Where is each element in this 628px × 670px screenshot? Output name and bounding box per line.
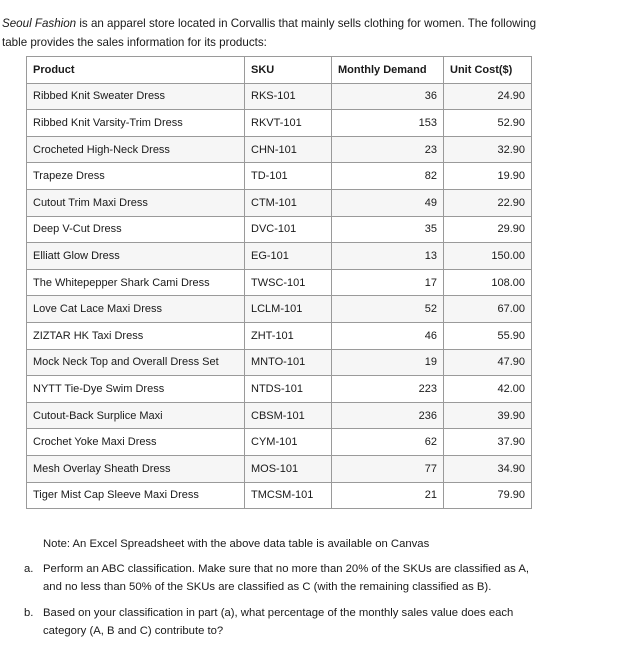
- table-header-row: [27, 57, 532, 84]
- cell-sku: NTDS-101: [245, 376, 332, 403]
- note-text: Note: An Excel Spreadsheet with the above data table is available on Canvas: [43, 538, 430, 550]
- table-row: [27, 83, 532, 110]
- cell-unit-cost: 32.90: [444, 136, 532, 163]
- cell-product: Elliatt Glow Dress: [27, 243, 245, 270]
- table-row: [27, 296, 532, 323]
- cell-monthly-demand: 46: [332, 322, 444, 349]
- cell-monthly-demand: 223: [332, 376, 444, 403]
- table-row: [27, 322, 532, 349]
- cell-unit-cost: 42.00: [444, 376, 532, 403]
- question-a: [24, 560, 614, 596]
- table-row: [27, 376, 532, 403]
- cell-unit-cost: 34.90: [444, 455, 532, 482]
- question-b: [24, 604, 614, 640]
- table-row: [27, 402, 532, 429]
- question-label: a.: [24, 563, 34, 575]
- cell-monthly-demand: 23: [332, 136, 444, 163]
- header-product: Product: [27, 57, 245, 84]
- cell-sku: LCLM-101: [245, 296, 332, 323]
- cell-monthly-demand: 82: [332, 163, 444, 190]
- cell-sku: RKS-101: [245, 83, 332, 110]
- cell-sku: MOS-101: [245, 455, 332, 482]
- intro-paragraph: [2, 14, 612, 52]
- cell-monthly-demand: 153: [332, 110, 444, 137]
- cell-product: Ribbed Knit Sweater Dress: [27, 83, 245, 110]
- table-row: [27, 136, 532, 163]
- sales-table: [26, 56, 532, 509]
- cell-sku: CBSM-101: [245, 402, 332, 429]
- question-label: b.: [24, 607, 34, 619]
- cell-unit-cost: 39.90: [444, 402, 532, 429]
- table-row: [27, 269, 532, 296]
- cell-product: ZIZTAR HK Taxi Dress: [27, 322, 245, 349]
- header-monthly-demand: Monthly Demand: [332, 57, 444, 84]
- cell-product: Love Cat Lace Maxi Dress: [27, 296, 245, 323]
- cell-product: Ribbed Knit Varsity-Trim Dress: [27, 110, 245, 137]
- table-row: [27, 455, 532, 482]
- cell-unit-cost: 19.90: [444, 163, 532, 190]
- cell-product: Mock Neck Top and Overall Dress Set: [27, 349, 245, 376]
- table-row: [27, 482, 532, 509]
- cell-sku: TD-101: [245, 163, 332, 190]
- cell-monthly-demand: 77: [332, 455, 444, 482]
- table-row: [27, 349, 532, 376]
- cell-sku: TMCSM-101: [245, 482, 332, 509]
- table-row: [27, 243, 532, 270]
- cell-monthly-demand: 62: [332, 429, 444, 456]
- cell-sku: CTM-101: [245, 189, 332, 216]
- cell-sku: CYM-101: [245, 429, 332, 456]
- cell-product: Trapeze Dress: [27, 163, 245, 190]
- table-row: [27, 189, 532, 216]
- intro-line1: is an apparel store located in Corvallis that mainly sells clothing for women. The following: [76, 17, 537, 30]
- cell-unit-cost: 24.90: [444, 83, 532, 110]
- cell-monthly-demand: 236: [332, 402, 444, 429]
- header-sku: SKU: [245, 57, 332, 84]
- cell-unit-cost: 67.00: [444, 296, 532, 323]
- question-text: Based on your classification in part (a), what percentage of the monthly sales value does each category (A, B and C) contribute to?: [43, 607, 514, 637]
- cell-unit-cost: 108.00: [444, 269, 532, 296]
- cell-product: Mesh Overlay Sheath Dress: [27, 455, 245, 482]
- cell-unit-cost: 150.00: [444, 243, 532, 270]
- table-row: [27, 110, 532, 137]
- table-row: [27, 429, 532, 456]
- cell-product: Crocheted High-Neck Dress: [27, 136, 245, 163]
- cell-product: Crochet Yoke Maxi Dress: [27, 429, 245, 456]
- cell-product: Deep V-Cut Dress: [27, 216, 245, 243]
- cell-monthly-demand: 17: [332, 269, 444, 296]
- cell-unit-cost: 37.90: [444, 429, 532, 456]
- cell-unit-cost: 29.90: [444, 216, 532, 243]
- cell-monthly-demand: 19: [332, 349, 444, 376]
- intro-line2: table provides the sales information for its products:: [2, 36, 267, 49]
- cell-sku: ZHT-101: [245, 322, 332, 349]
- cell-product: Cutout Trim Maxi Dress: [27, 189, 245, 216]
- table-row: [27, 216, 532, 243]
- cell-sku: CHN-101: [245, 136, 332, 163]
- cell-monthly-demand: 52: [332, 296, 444, 323]
- table-row: [27, 163, 532, 190]
- cell-monthly-demand: 21: [332, 482, 444, 509]
- cell-monthly-demand: 13: [332, 243, 444, 270]
- header-unit-cost: Unit Cost($): [444, 57, 532, 84]
- cell-unit-cost: 22.90: [444, 189, 532, 216]
- cell-unit-cost: 55.90: [444, 322, 532, 349]
- cell-unit-cost: 52.90: [444, 110, 532, 137]
- cell-monthly-demand: 36: [332, 83, 444, 110]
- cell-product: The Whitepepper Shark Cami Dress: [27, 269, 245, 296]
- cell-sku: TWSC-101: [245, 269, 332, 296]
- cell-unit-cost: 79.90: [444, 482, 532, 509]
- question-text: Perform an ABC classification. Make sure that no more than 20% of the SKUs are classified as A, and no less than 50% of the SKUs are classified as C (with the remaining classified as B).: [43, 563, 529, 593]
- question-list: [24, 560, 614, 648]
- store-name: Seoul Fashion: [2, 17, 77, 30]
- cell-product: Cutout-Back Surplice Maxi: [27, 402, 245, 429]
- cell-monthly-demand: 49: [332, 189, 444, 216]
- cell-product: Tiger Mist Cap Sleeve Maxi Dress: [27, 482, 245, 509]
- cell-unit-cost: 47.90: [444, 349, 532, 376]
- cell-product: NYTT Tie-Dye Swim Dress: [27, 376, 245, 403]
- cell-monthly-demand: 35: [332, 216, 444, 243]
- cell-sku: MNTO-101: [245, 349, 332, 376]
- cell-sku: RKVT-101: [245, 110, 332, 137]
- cell-sku: DVC-101: [245, 216, 332, 243]
- cell-sku: EG-101: [245, 243, 332, 270]
